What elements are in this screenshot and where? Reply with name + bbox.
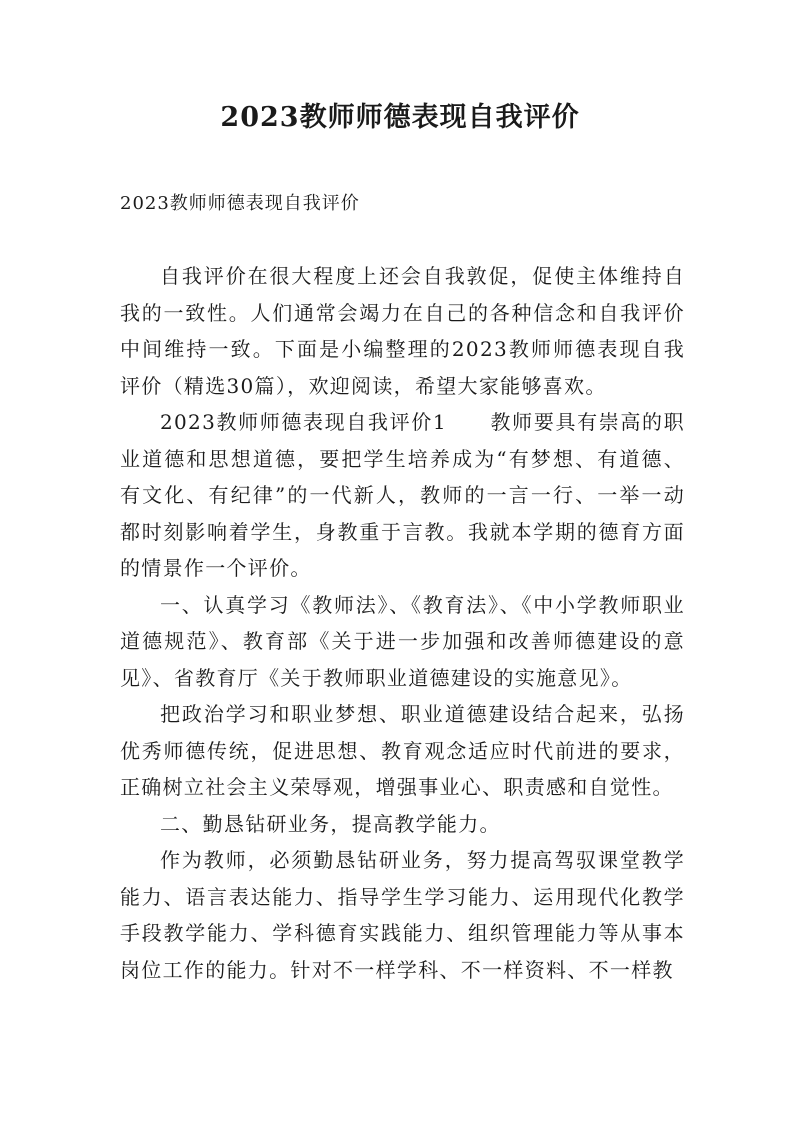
paragraph-section-one: 一、认真学习《教师法》、《教育法》、《中小学教师职业道德规范》、教育部《关于进一步加强和改善师德建设的意见》、省教育厅《关于教师职业道德建设的实施意见》。	[120, 592, 685, 690]
document-subtitle: 2023教师师德表现自我评价	[120, 193, 360, 214]
document-body	[120, 258, 685, 988]
paragraph-section-two: 二、勤恳钻研业务，提高教学能力。	[160, 811, 501, 836]
paragraph-intro: 自我评价在很大程度上还会自我敦促，促使主体维持自我的一致性。人们通常会竭力在自己的各种信念和自我评价中间维持一致。下面是小编整理的2023教师师德表现自我评价（精选30篇），欢迎阅读，希望大家能够喜欢。	[120, 264, 685, 398]
paragraph-teaching-ability: 作为教师，必须勤恳钻研业务，努力提高驾驭课堂教学能力、语言表达能力、指导学生学习能力、运用现代化教学手段教学能力、学科德育实践能力、组织管理能力等从事本岗位工作的能力。针对不一样学科、不一样资料、不一样教	[120, 848, 685, 982]
paragraph-politics: 把政治学习和职业梦想、职业道德建设结合起来，弘扬优秀师德传统，促进思想、教育观念适应时代前进的要求，正确树立社会主义荣辱观，增强事业心、职责感和自觉性。	[120, 702, 685, 799]
document-title: 2023教师师德表现自我评价	[220, 102, 580, 133]
paragraph-evaluation-1: 2023教师师德表现自我评价1 教师要具有崇高的职业道德和思想道德，要把学生培养成为“有梦想、有道德、有文化、有纪律”的一代新人，教师的一言一行、一举一动都时刻影响着学生，身教重于言教。我就本学期的德育方面的情景作一个评价。	[120, 410, 685, 580]
